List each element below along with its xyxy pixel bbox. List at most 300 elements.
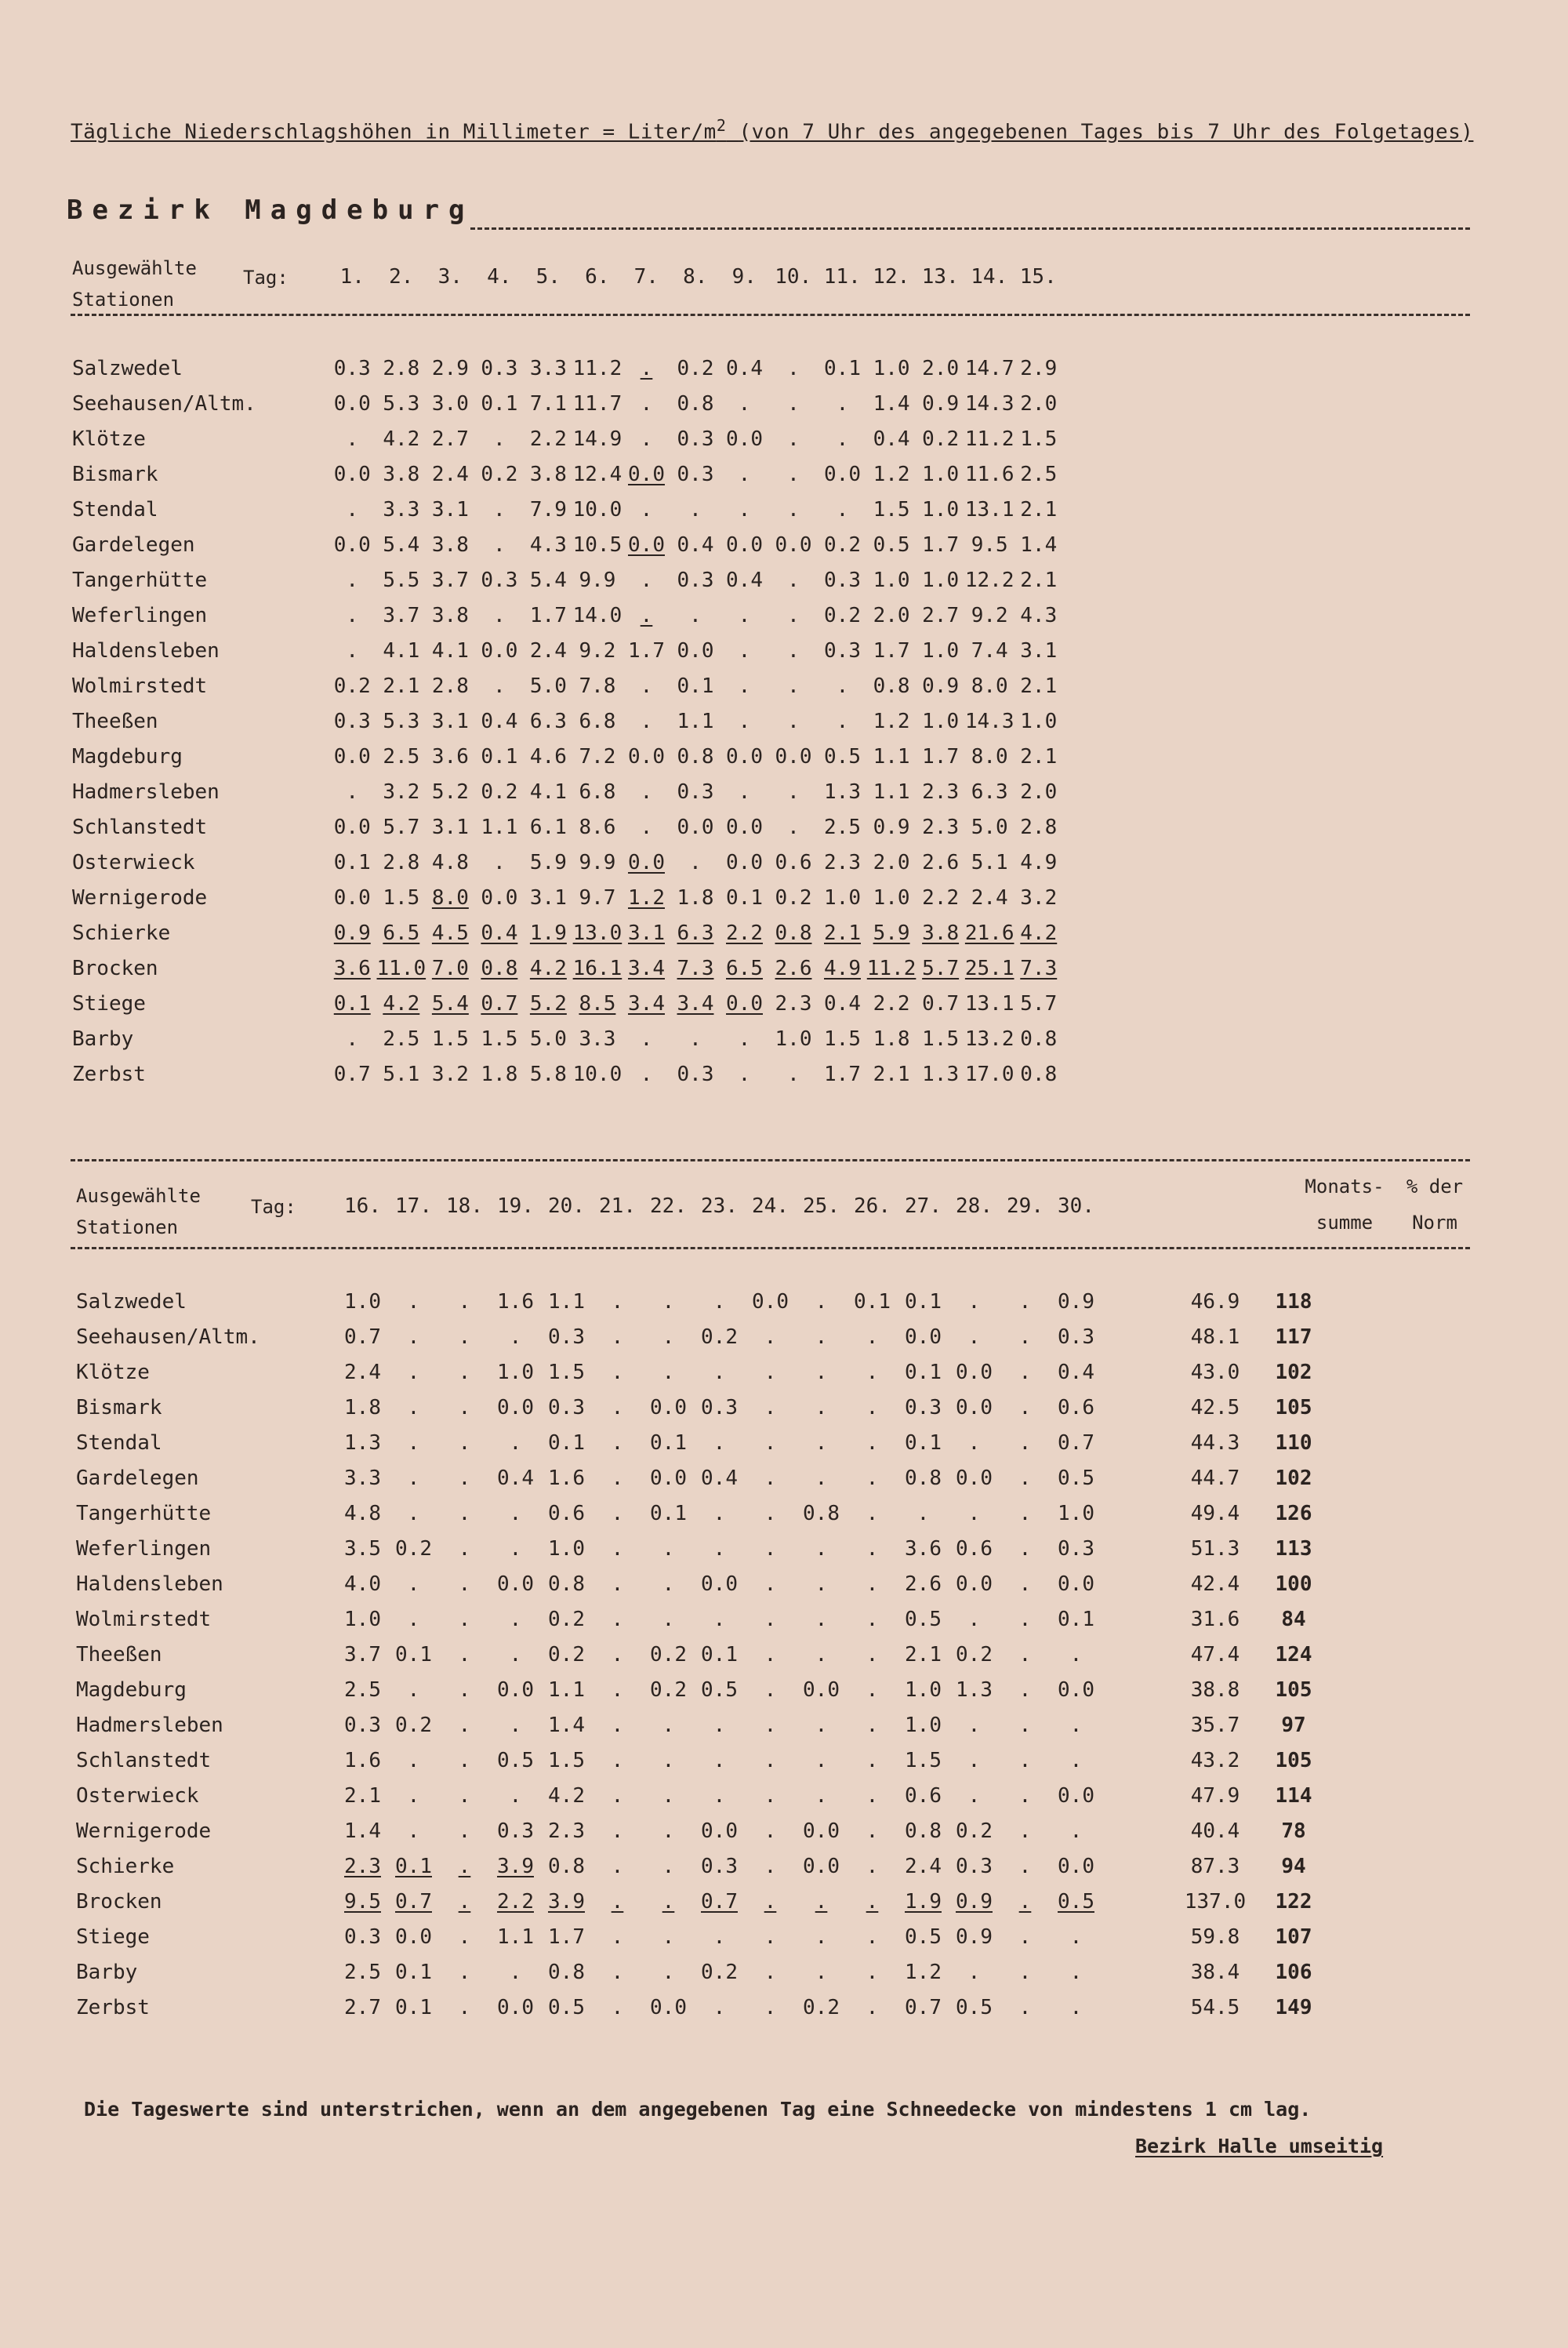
precip-value: 0.5 <box>905 1607 942 1631</box>
station-name: Stiege <box>76 1925 150 1949</box>
precip-value: . <box>493 603 506 627</box>
precip-value: . <box>493 427 506 451</box>
precip-value: 0.0 <box>650 1395 687 1419</box>
precip-value: . <box>866 1572 879 1596</box>
precip-value: 4.8 <box>344 1501 381 1525</box>
precip-value: . <box>815 1536 828 1561</box>
precip-value: . <box>787 709 800 733</box>
precip-value: 0.3 <box>548 1325 585 1349</box>
rule-header-2 <box>71 1247 1470 1249</box>
precip-value: 0.1 <box>701 1642 738 1666</box>
precip-value: 1.9 <box>529 921 567 945</box>
precip-value: . <box>1018 1466 1032 1490</box>
table-row <box>74 1848 1329 1884</box>
precip-value: 0.5 <box>956 1995 993 2019</box>
precip-value: . <box>407 1466 420 1490</box>
precip-value: . <box>611 1995 624 2019</box>
precip-value: 0.3 <box>701 1395 738 1419</box>
precip-value: 0.0 <box>1058 1854 1094 1878</box>
precip-value: 0.2 <box>481 780 518 804</box>
precip-value: 0.1 <box>481 744 518 769</box>
header2-day-12: 27. <box>905 1194 942 1218</box>
precip-value: . <box>815 1783 828 1808</box>
precip-value: 0.1 <box>548 1430 585 1455</box>
station-name: Weferlingen <box>72 603 208 627</box>
precip-value: 1.9 <box>905 1889 942 1914</box>
precip-value: 0.0 <box>775 744 812 769</box>
precip-value: 2.5 <box>824 815 861 839</box>
precip-value: . <box>407 1677 420 1702</box>
precip-value: 8.5 <box>579 991 616 1016</box>
precip-value: 4.8 <box>431 850 469 874</box>
precip-value: 2.1 <box>344 1783 381 1808</box>
precip-value: . <box>689 497 702 522</box>
station-name: Gardelegen <box>72 532 195 557</box>
table-row <box>71 809 1063 845</box>
precip-value: 0.4 <box>481 921 518 945</box>
precip-value: . <box>866 1925 879 1949</box>
precip-value: . <box>1018 1925 1032 1949</box>
precip-value: 25.1 <box>964 956 1014 980</box>
precip-value: 1.2 <box>628 885 665 910</box>
precip-value: . <box>787 674 800 698</box>
precip-value: . <box>815 1430 828 1455</box>
header1-day-12: 12. <box>873 265 910 289</box>
table-row <box>71 633 1063 668</box>
precip-value: . <box>407 1748 420 1772</box>
precip-value: . <box>458 1395 471 1419</box>
table-row <box>74 1390 1329 1425</box>
precip-value: . <box>967 1289 981 1314</box>
precip-value: . <box>509 1325 522 1349</box>
precip-value: 0.4 <box>481 709 518 733</box>
precip-value: 5.4 <box>529 568 567 592</box>
precip-value: 0.0 <box>497 1395 534 1419</box>
precip-value: 4.3 <box>529 532 567 557</box>
precip-value: 1.4 <box>1020 532 1058 557</box>
header2-day-13: 28. <box>956 1194 993 1218</box>
precip-value: . <box>764 1642 777 1666</box>
precip-value: 2.6 <box>905 1572 942 1596</box>
precip-value: 12.4 <box>572 462 622 486</box>
precip-value: . <box>458 1995 471 2019</box>
precip-value: . <box>689 603 702 627</box>
stations-header-2: Ausgewählte Stationen <box>76 1185 201 1238</box>
precip-value: 2.2 <box>529 427 567 451</box>
station-name: Wolmirstedt <box>76 1607 212 1631</box>
precip-value: . <box>346 427 359 451</box>
precip-value: 0.8 <box>677 744 714 769</box>
precip-value: 0.0 <box>1058 1677 1094 1702</box>
precip-value: . <box>1018 1713 1032 1737</box>
station-name: Barby <box>72 1027 134 1051</box>
header1-day-4: 4. <box>487 265 512 289</box>
precip-value: 0.1 <box>481 391 518 416</box>
precip-value: 0.8 <box>677 391 714 416</box>
precip-value: 0.1 <box>395 1642 432 1666</box>
norm-percent: 105 <box>1275 1677 1312 1702</box>
precip-value: 0.5 <box>1058 1889 1094 1914</box>
precip-value: 5.3 <box>383 391 420 416</box>
precip-value: 4.3 <box>1020 603 1058 627</box>
header2-day-4: 19. <box>497 1194 534 1218</box>
precip-value: 7.9 <box>529 497 567 522</box>
precip-value: 0.2 <box>548 1607 585 1631</box>
spacer <box>1102 1743 1172 1778</box>
precip-value: . <box>787 497 800 522</box>
station-name: Seehausen/Altm. <box>72 391 256 416</box>
station-name: Stendal <box>72 497 158 522</box>
precip-value: 2.1 <box>905 1642 942 1666</box>
precip-value: . <box>611 1289 624 1314</box>
precip-value: 1.0 <box>824 885 861 910</box>
precip-value: 9.5 <box>344 1889 381 1914</box>
precip-value: 1.0 <box>1058 1501 1094 1525</box>
precip-value: 14.9 <box>572 427 622 451</box>
precip-value: . <box>967 1501 981 1525</box>
precip-value: 2.1 <box>873 1062 910 1086</box>
precip-value: . <box>611 1466 624 1490</box>
precip-value: 0.2 <box>824 532 861 557</box>
station-name: Magdeburg <box>72 744 183 769</box>
precip-value: . <box>764 1960 777 1984</box>
precip-value: 14.0 <box>572 603 622 627</box>
station-name: Hadmersleben <box>72 780 220 804</box>
precip-value: 0.3 <box>956 1854 993 1878</box>
precip-value: 0.9 <box>873 815 910 839</box>
station-name: Osterwieck <box>76 1783 199 1808</box>
station-name: Bismark <box>76 1395 162 1419</box>
precip-value: . <box>662 1960 675 1984</box>
footnote: Die Tageswerte sind unterstrichen, wenn an dem angegebenen Tag eine Schneedecke von mindestens 1 cm lag. <box>84 2098 1312 2121</box>
precip-value: . <box>1069 1748 1083 1772</box>
precip-value: . <box>611 1360 624 1384</box>
precip-value: . <box>640 1062 653 1086</box>
precip-value: . <box>1018 1995 1032 2019</box>
station-name: Osterwieck <box>72 850 195 874</box>
precip-value: 3.1 <box>431 497 469 522</box>
precip-value: 0.2 <box>803 1995 840 2019</box>
precip-value: 1.0 <box>344 1607 381 1631</box>
precip-value: . <box>662 1889 675 1914</box>
precip-value: . <box>713 1607 726 1631</box>
precip-value: 1.3 <box>824 780 861 804</box>
precip-value: 8.6 <box>579 815 616 839</box>
precip-table-days-16-30 <box>74 1284 1329 2025</box>
precip-value: . <box>640 568 653 592</box>
precip-value: . <box>407 1501 420 1525</box>
table-row <box>71 986 1063 1021</box>
norm-percent: 107 <box>1275 1925 1312 1949</box>
table-row <box>71 456 1063 492</box>
precip-value: 2.5 <box>1020 462 1058 486</box>
precip-value: 3.7 <box>431 568 469 592</box>
precip-value: 0.0 <box>726 991 763 1016</box>
precip-value: 1.6 <box>548 1466 585 1490</box>
precip-value: . <box>738 780 751 804</box>
precip-value: 0.1 <box>333 991 371 1016</box>
header1-day-14: 14. <box>971 265 1008 289</box>
precip-value: 2.3 <box>548 1819 585 1843</box>
tag-label-1: Tag: <box>243 267 289 289</box>
precip-value: 0.1 <box>824 356 861 380</box>
table-row <box>74 1637 1329 1672</box>
precip-value: 0.0 <box>333 462 371 486</box>
header2-day-1: 16. <box>344 1194 381 1218</box>
precip-value: 1.0 <box>497 1360 534 1384</box>
station-name: Seehausen/Altm. <box>76 1325 260 1349</box>
precip-value: 6.3 <box>529 709 567 733</box>
precip-value: 13.1 <box>964 991 1014 1016</box>
table-row <box>71 1056 1063 1092</box>
precip-value: 2.3 <box>824 850 861 874</box>
spacer <box>1102 1460 1172 1496</box>
precip-value: . <box>787 356 800 380</box>
norm-percent: 113 <box>1275 1536 1312 1561</box>
table-row <box>74 1460 1329 1496</box>
monthly-sum: 48.1 <box>1190 1325 1240 1349</box>
precip-value: . <box>866 1713 879 1737</box>
precip-value: 4.9 <box>1020 850 1058 874</box>
precip-value: 0.0 <box>956 1360 993 1384</box>
precip-value: 8.0 <box>431 885 469 910</box>
precip-value: . <box>346 603 359 627</box>
precip-value: 1.0 <box>922 497 960 522</box>
station-name: Stiege <box>72 991 146 1016</box>
precip-value: 0.8 <box>803 1501 840 1525</box>
precip-value: 0.0 <box>677 638 714 663</box>
precip-value: 3.4 <box>628 956 665 980</box>
precip-value: . <box>1069 1995 1083 2019</box>
precip-value: 0.0 <box>775 532 812 557</box>
precip-value: 4.1 <box>431 638 469 663</box>
spacer <box>1102 1319 1172 1354</box>
precip-value: 3.3 <box>344 1466 381 1490</box>
precip-value: . <box>458 1677 471 1702</box>
precip-value: 11.2 <box>866 956 916 980</box>
precip-value: . <box>611 1819 624 1843</box>
precip-value: 3.2 <box>383 780 420 804</box>
precip-value: . <box>1018 1536 1032 1561</box>
precip-value: 0.4 <box>824 991 861 1016</box>
table-row <box>71 386 1063 421</box>
precip-value: 1.3 <box>922 1062 960 1086</box>
precip-value: 0.9 <box>922 391 960 416</box>
precip-value: . <box>1069 1642 1083 1666</box>
table-row <box>71 527 1063 562</box>
precip-value: . <box>407 1289 420 1314</box>
table-row <box>74 1601 1329 1637</box>
precip-value: 2.6 <box>775 956 812 980</box>
table-row <box>74 1531 1329 1566</box>
precip-value: 1.1 <box>481 815 518 839</box>
station-name: Schierke <box>72 921 171 945</box>
precip-value: 3.7 <box>344 1642 381 1666</box>
precip-value: . <box>662 1536 675 1561</box>
precip-value: . <box>713 1995 726 2019</box>
precip-value: 0.1 <box>905 1430 942 1455</box>
precip-value: 1.7 <box>628 638 665 663</box>
precip-value: 8.0 <box>971 744 1008 769</box>
precip-value: 1.2 <box>873 462 910 486</box>
precip-value: . <box>640 815 653 839</box>
precip-value: . <box>836 674 849 698</box>
precip-value: 0.3 <box>824 638 861 663</box>
precip-value: 2.0 <box>873 603 910 627</box>
precip-value: 4.6 <box>529 744 567 769</box>
precip-value: 0.0 <box>905 1325 942 1349</box>
precip-value: 0.3 <box>333 709 371 733</box>
precip-value: . <box>866 1995 879 2019</box>
precip-value: . <box>509 1607 522 1631</box>
precip-value: 0.0 <box>333 532 371 557</box>
precip-value: . <box>967 1325 981 1349</box>
precip-value: . <box>662 1325 675 1349</box>
station-name: Salzwedel <box>76 1289 187 1314</box>
precip-value: 2.4 <box>971 885 1008 910</box>
precip-value: 0.0 <box>333 815 371 839</box>
station-name: Schierke <box>76 1854 175 1878</box>
precip-value: . <box>815 1466 828 1490</box>
precip-value: . <box>458 1783 471 1808</box>
precip-value: . <box>764 1995 777 2019</box>
precip-value: 0.8 <box>548 1854 585 1878</box>
precip-value: 5.1 <box>971 850 1008 874</box>
precip-value: . <box>640 603 653 627</box>
precip-value: 0.1 <box>905 1360 942 1384</box>
precip-value: . <box>787 568 800 592</box>
precip-value: . <box>662 1607 675 1631</box>
precip-value: 2.0 <box>922 356 960 380</box>
table-row <box>74 1813 1329 1848</box>
header1-day-11: 11. <box>823 265 861 289</box>
precip-value: 1.5 <box>481 1027 518 1051</box>
precip-value: . <box>967 1748 981 1772</box>
precip-value: . <box>866 1466 879 1490</box>
precip-value: . <box>407 1395 420 1419</box>
precip-value: 0.1 <box>650 1501 687 1525</box>
precip-value: 0.0 <box>726 815 763 839</box>
precip-value: 0.2 <box>548 1642 585 1666</box>
precip-value: 0.8 <box>905 1819 942 1843</box>
precip-value: . <box>815 1960 828 1984</box>
precip-value: . <box>458 1642 471 1666</box>
precip-value: . <box>458 1925 471 1949</box>
station-name: Zerbst <box>76 1995 150 2019</box>
precip-value: 0.0 <box>803 1677 840 1702</box>
station-name: Stendal <box>76 1430 162 1455</box>
station-name: Klötze <box>72 427 146 451</box>
norm-percent: 149 <box>1275 1995 1312 2019</box>
precip-value: . <box>611 1536 624 1561</box>
precip-value: 1.5 <box>873 497 910 522</box>
precip-value: 2.1 <box>383 674 420 698</box>
precip-value: . <box>662 1854 675 1878</box>
precip-value: . <box>640 427 653 451</box>
precip-value: 9.2 <box>971 603 1008 627</box>
precip-value: 0.5 <box>873 532 910 557</box>
precip-value: 9.9 <box>579 568 616 592</box>
precip-value: . <box>836 497 849 522</box>
precip-value: 2.5 <box>383 744 420 769</box>
precip-value: 6.5 <box>383 921 420 945</box>
precip-value: 3.9 <box>497 1854 534 1878</box>
monthly-sum: 47.4 <box>1190 1642 1240 1666</box>
table-row <box>74 1778 1329 1813</box>
precip-value: . <box>764 1430 777 1455</box>
precip-value: . <box>611 1960 624 1984</box>
precip-value: 1.5 <box>383 885 420 910</box>
page-title: Tägliche Niederschlagshöhen in Millimeter = Liter/$m^2$ (von 7 Uhr des angegebenen Tages bis 7 Uhr des Folgetages) <box>71 116 1474 144</box>
table-row <box>74 1566 1329 1601</box>
precip-value: 0.0 <box>333 744 371 769</box>
precip-value: 1.7 <box>548 1925 585 1949</box>
precip-value: 3.8 <box>383 462 420 486</box>
monthly-sum: 87.3 <box>1190 1854 1240 1878</box>
precip-value: 3.2 <box>431 1062 469 1086</box>
precip-value: 2.1 <box>1020 568 1058 592</box>
precip-value: 1.8 <box>873 1027 910 1051</box>
precip-value: 0.0 <box>333 391 371 416</box>
table-row <box>71 774 1063 809</box>
station-name: Wernigerode <box>72 885 208 910</box>
header1-day-2: 2. <box>389 265 414 289</box>
precip-value: 0.1 <box>395 1854 432 1878</box>
precip-value: 6.8 <box>579 780 616 804</box>
precip-value: 1.5 <box>824 1027 861 1051</box>
precip-value: . <box>815 1889 828 1914</box>
precip-value: . <box>640 356 653 380</box>
precip-value: . <box>611 1642 624 1666</box>
table-row <box>74 1496 1329 1531</box>
precip-value: . <box>611 1677 624 1702</box>
monthly-sum: 51.3 <box>1190 1536 1240 1561</box>
precip-value: 0.8 <box>1020 1027 1058 1051</box>
norm-percent: 97 <box>1281 1713 1306 1737</box>
precip-value: 0.0 <box>803 1854 840 1878</box>
precip-value: 0.0 <box>701 1572 738 1596</box>
header1-day-1: 1. <box>339 265 365 289</box>
precip-value: 2.1 <box>1020 497 1058 522</box>
precip-value: . <box>611 1854 624 1878</box>
precip-value: 0.7 <box>922 991 960 1016</box>
precip-value: . <box>713 1430 726 1455</box>
precip-value: . <box>662 1289 675 1314</box>
table-row <box>71 739 1063 774</box>
precip-value: 0.1 <box>395 1995 432 2019</box>
precip-value: . <box>662 1925 675 1949</box>
precip-value: 3.8 <box>529 462 567 486</box>
precip-value: . <box>738 709 751 733</box>
precip-value: 2.5 <box>344 1677 381 1702</box>
precip-value: 0.3 <box>497 1819 534 1843</box>
station-name: Haldensleben <box>76 1572 223 1596</box>
header1-day-3: 3. <box>437 265 463 289</box>
table-row <box>74 1707 1329 1743</box>
precip-value: . <box>662 1783 675 1808</box>
station-name: Brocken <box>76 1889 162 1914</box>
precip-value: 5.7 <box>922 956 960 980</box>
monthly-sum: 38.4 <box>1190 1960 1240 1984</box>
precip-value: 2.1 <box>824 921 861 945</box>
precip-value: . <box>713 1289 726 1314</box>
precip-value: 3.0 <box>431 391 469 416</box>
precip-value: . <box>1018 1889 1032 1914</box>
station-name: Bismark <box>72 462 158 486</box>
precip-value: 0.6 <box>548 1501 585 1525</box>
precip-value: 0.0 <box>481 885 518 910</box>
precip-value: . <box>815 1360 828 1384</box>
